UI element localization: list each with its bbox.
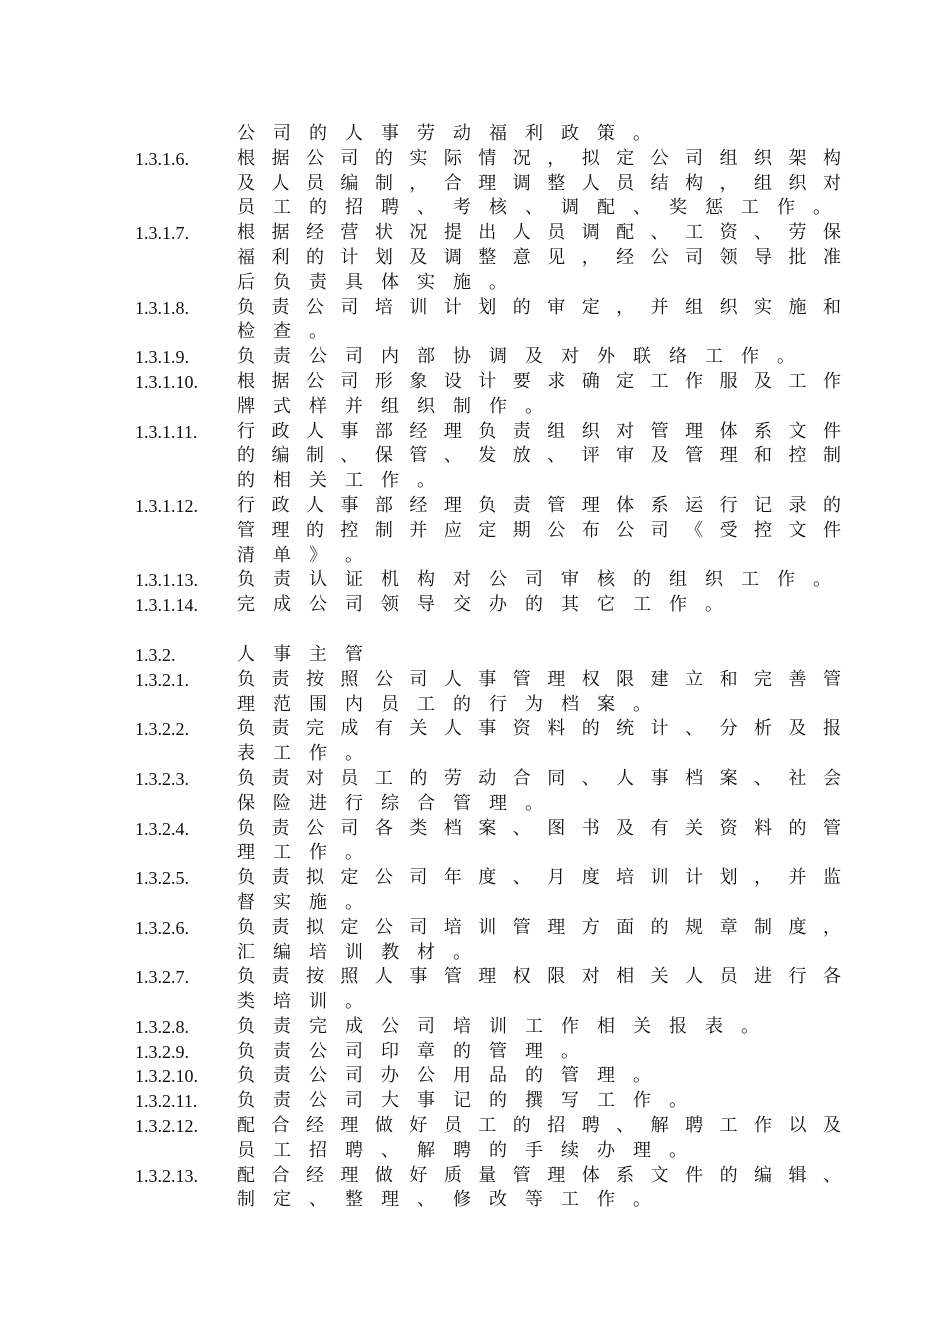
clause-text — [237, 965, 841, 1015]
clause-text — [237, 420, 841, 494]
text-line: 类 培 训 。 — [237, 991, 363, 1013]
clause-text — [237, 1164, 841, 1214]
clause-text — [237, 494, 841, 568]
clause-item — [135, 494, 841, 568]
clause-text — [237, 1114, 841, 1164]
section-spacer — [135, 618, 841, 643]
clause-item — [135, 643, 841, 668]
text-line: 员 工 招 聘 、 解 聘 的 手 续 办 理 。 — [237, 1139, 687, 1161]
clause-text — [237, 345, 841, 370]
text-line: 员 工 的 招 聘 、 考 核 、 调 配 、 奖 惩 工 作 。 — [237, 197, 831, 219]
clause-text — [237, 643, 841, 668]
text-line: 福 利 的 计 划 及 调 整 意 见 ， 经 公 司 领 导 批 准 — [237, 246, 841, 268]
clause-number: 1.3.1.10. — [135, 371, 198, 392]
clause-number: 1.3.2.5. — [135, 868, 189, 889]
clause-item — [135, 965, 841, 1015]
text-line: 负 责 公 司 各 类 档 案 、 图 书 及 有 关 资 料 的 管 — [237, 817, 841, 839]
clause-text — [237, 1089, 841, 1114]
text-line: 根 据 公 司 的 实 际 情 况 ， 拟 定 公 司 组 织 架 构 — [237, 147, 841, 169]
clause-number: 1.3.2.1. — [135, 669, 189, 690]
text-line: 负 责 拟 定 公 司 年 度 、 月 度 培 训 计 划 ， 并 监 — [237, 867, 841, 889]
text-line: 管 理 的 控 制 并 应 定 期 公 布 公 司 《 受 控 文 件 — [237, 519, 841, 541]
clause-number: 1.3.2.8. — [135, 1016, 189, 1037]
text-line: 负 责 公 司 印 章 的 管 理 。 — [237, 1040, 579, 1062]
text-line: 负 责 公 司 大 事 记 的 撰 写 工 作 。 — [237, 1090, 687, 1112]
text-line: 行 政 人 事 部 经 理 负 责 组 织 对 管 理 体 系 文 件 — [237, 420, 841, 442]
text-line: 根 据 公 司 形 象 设 计 要 求 确 定 工 作 服 及 工 作 — [237, 370, 841, 392]
clause-text — [237, 817, 841, 867]
clause-number: 1.3.1.6. — [135, 148, 189, 169]
text-line: 督 实 施 。 — [237, 891, 363, 913]
clause-item — [135, 122, 841, 147]
clause-number: 1.3.2.7. — [135, 967, 189, 988]
clause-number: 1.3.1.13. — [135, 570, 198, 591]
clause-text — [237, 866, 841, 916]
clause-text — [237, 1015, 841, 1040]
text-line: 配 合 经 理 做 好 员 工 的 招 聘 、 解 聘 工 作 以 及 — [237, 1115, 841, 1137]
clause-item — [135, 1164, 841, 1214]
clause-number: 1.3.2.6. — [135, 917, 189, 938]
clause-item — [135, 1114, 841, 1164]
clause-number: 1.3.1.14. — [135, 595, 198, 616]
text-line: 检 查 。 — [237, 321, 327, 343]
text-line: 清 单 》 。 — [237, 544, 363, 566]
clause-number: 1.3.2.10. — [135, 1066, 198, 1087]
clause-item — [135, 370, 841, 420]
text-line: 人 事 主 管 — [237, 643, 363, 665]
clause-number: 1.3.2.3. — [135, 768, 189, 789]
text-line: 理 工 作 。 — [237, 842, 363, 864]
clause-number: 1.3.1.11. — [135, 421, 198, 442]
text-line: 公 司 的 人 事 劳 动 福 利 政 策 。 — [237, 123, 651, 144]
clause-text — [237, 916, 841, 966]
clause-text — [237, 370, 841, 420]
clause-number: 1.3.1.9. — [135, 347, 189, 368]
text-line: 负 责 按 照 人 事 管 理 权 限 对 相 关 人 员 进 行 各 — [237, 966, 841, 988]
text-line: 行 政 人 事 部 经 理 负 责 管 理 体 系 运 行 记 录 的 — [237, 494, 841, 516]
document-body — [135, 122, 841, 1213]
clause-item — [135, 345, 841, 370]
clause-item — [135, 420, 841, 494]
clause-item — [135, 817, 841, 867]
clause-number: 1.3.2.2. — [135, 719, 189, 740]
text-line: 负 责 完 成 公 司 培 训 工 作 相 关 报 表 。 — [237, 1015, 759, 1037]
clause-item — [135, 866, 841, 916]
clause-item — [135, 916, 841, 966]
clause-number: 1.3.2.9. — [135, 1041, 189, 1062]
clause-text — [237, 1064, 841, 1089]
clause-text — [237, 122, 841, 147]
clause-item — [135, 1064, 841, 1089]
clause-item — [135, 1015, 841, 1040]
clause-text — [237, 1040, 841, 1065]
clause-text — [237, 221, 841, 295]
clause-item — [135, 221, 841, 295]
text-line: 的 编 制 、 保 管 、 发 放 、 评 审 及 管 理 和 控 制 — [237, 445, 841, 467]
text-line: 负 责 完 成 有 关 人 事 资 料 的 统 计 、 分 析 及 报 — [237, 718, 841, 740]
clause-number: 1.3.2.13. — [135, 1165, 198, 1186]
text-line: 理 范 围 内 员 工 的 行 为 档 案 。 — [237, 693, 651, 715]
clause-item — [135, 147, 841, 221]
text-line: 负 责 拟 定 公 司 培 训 管 理 方 面 的 规 章 制 度 ， — [237, 916, 841, 938]
text-line: 根 据 经 营 状 况 提 出 人 员 调 配 、 工 资 、 劳 保 — [237, 222, 841, 244]
clause-item — [135, 767, 841, 817]
clause-text — [237, 593, 841, 618]
clause-number: 1.3.2.4. — [135, 818, 189, 839]
clause-text — [237, 147, 841, 221]
clause-text — [237, 568, 841, 593]
clause-item — [135, 296, 841, 346]
clause-number: 1.3.2. — [135, 644, 176, 665]
text-line: 及 人 员 编 制 ， 合 理 调 整 人 员 结 构 ， 组 织 对 — [237, 172, 841, 194]
clause-number — [135, 122, 237, 147]
clause-item — [135, 717, 841, 767]
clause-text — [237, 296, 841, 346]
text-line: 负 责 对 员 工 的 劳 动 合 同 、 人 事 档 案 、 社 会 — [237, 767, 841, 789]
text-line: 完 成 公 司 领 导 交 办 的 其 它 工 作 。 — [237, 594, 723, 616]
clause-item — [135, 1040, 841, 1065]
text-line: 配 合 经 理 做 好 质 量 管 理 体 系 文 件 的 编 辑 、 — [237, 1164, 841, 1186]
clause-item — [135, 1089, 841, 1114]
text-line: 后 负 责 具 体 实 施 。 — [237, 271, 507, 293]
text-line: 负 责 公 司 办 公 用 品 的 管 理 。 — [237, 1065, 651, 1087]
text-line: 负 责 公 司 培 训 计 划 的 审 定 ， 并 组 织 实 施 和 — [237, 296, 841, 318]
clause-number: 1.3.1.8. — [135, 297, 189, 318]
text-line: 负 责 公 司 内 部 协 调 及 对 外 联 络 工 作 。 — [237, 346, 795, 368]
text-line: 汇 编 培 训 教 材 。 — [237, 941, 471, 963]
text-line: 的 相 关 工 作 。 — [237, 470, 435, 492]
clause-text — [237, 717, 841, 767]
text-line: 牌 式 样 并 组 织 制 作 。 — [237, 395, 543, 417]
text-line: 保 险 进 行 综 合 管 理 。 — [237, 792, 543, 814]
clause-number: 1.3.1.12. — [135, 495, 198, 516]
clause-text — [237, 767, 841, 817]
clause-item — [135, 593, 841, 618]
text-line: 负 责 按 照 公 司 人 事 管 理 权 限 建 立 和 完 善 管 — [237, 668, 841, 690]
clause-number: 1.3.2.12. — [135, 1116, 198, 1137]
clause-number: 1.3.1.7. — [135, 223, 189, 244]
clause-item — [135, 568, 841, 593]
text-line: 表 工 作 。 — [237, 743, 363, 765]
clause-item — [135, 668, 841, 718]
text-line: 制 定 、 整 理 、 修 改 等 工 作 。 — [237, 1189, 651, 1211]
clause-number: 1.3.2.11. — [135, 1091, 198, 1112]
text-line: 负 责 认 证 机 构 对 公 司 审 核 的 组 织 工 作 。 — [237, 569, 831, 591]
clause-text — [237, 668, 841, 718]
